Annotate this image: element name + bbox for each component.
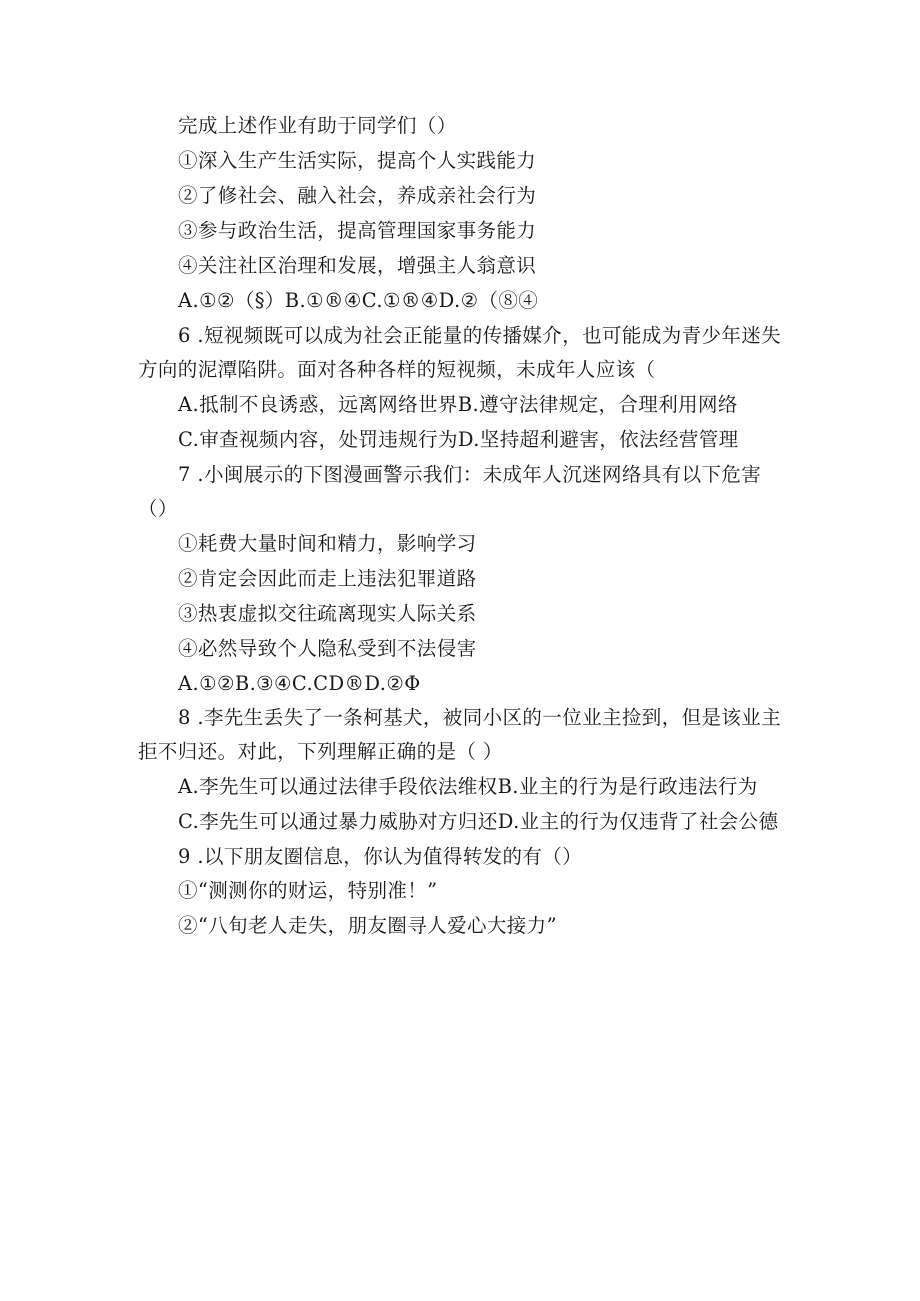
q7-stem-line-2: （） — [138, 497, 178, 520]
q8-answer-choices-1: A.李先生可以通过法律手段依法维权B.业主的行为是行政违法行为 — [178, 775, 758, 798]
q5-stem: 完成上述作业有助于同学们（） — [178, 114, 457, 137]
q5-answer-choices: A.①②（§）B.①®④C.①®④D.②（⑧④ — [178, 289, 539, 312]
q8-stem-line-1: 8 .李先生丢失了一条柯基犬，被同小区的一位业主捡到，但是该业主 — [178, 706, 782, 729]
q6-stem-line-2: 方向的泥潭陷阱。面对各种各样的短视频，未成年人应该（ — [138, 358, 656, 381]
q6-answer-choices-1: A.抵制不良诱惑，远离网络世界B.遵守法律规定，合理利用网络 — [178, 393, 738, 416]
q9-option-2: ②“八旬老人走失，朋友圈寻人爱心大接力” — [178, 914, 557, 937]
q7-answer-choices: A.①②B.③④C.CD®D.②Φ — [178, 672, 421, 695]
q5-option-4: ④关注社区治理和发展，增强主人翁意识 — [178, 254, 537, 277]
q6-stem-line-1: 6 .短视频既可以成为社会正能量的传播媒介，也可能成为青少年迷失 — [178, 324, 782, 347]
q5-option-2: ②了修社会、融入社会，养成亲社会行为 — [178, 184, 537, 207]
q9-stem: 9 .以下朋友圈信息，你认为值得转发的有（） — [178, 845, 583, 868]
q7-option-1: ①耗费大量时间和精力，影响学习 — [178, 532, 477, 555]
q7-option-3: ③热衷虚拟交往疏离现实人际关系 — [178, 602, 477, 625]
q7-option-4: ④必然导致个人隐私受到不法侵害 — [178, 637, 477, 660]
q5-option-1: ①深入生产生活实际，提高个人实践能力 — [178, 149, 537, 172]
q9-option-1: ①“测测你的财运，特别准！” — [178, 879, 438, 902]
q8-stem-line-2: 拒不归还。对此，下列理解正确的是（ ） — [138, 740, 503, 763]
q5-option-3: ③参与政治生活，提高管理国家事务能力 — [178, 219, 537, 242]
q7-stem-line-1: 7 .小闽展示的下图漫画警示我们：未成年人沉迷网络具有以下危害 — [178, 463, 762, 486]
q6-answer-choices-2: C.审查视频内容，处罚违规行为D.坚持超利避害，依法经营管理 — [178, 428, 739, 451]
q8-answer-choices-2: C.李先生可以通过暴力威胁对方归还D.业主的行为仅违背了社会公德 — [178, 810, 779, 833]
q7-option-2: ②肯定会因此而走上违法犯罪道路 — [178, 567, 477, 590]
